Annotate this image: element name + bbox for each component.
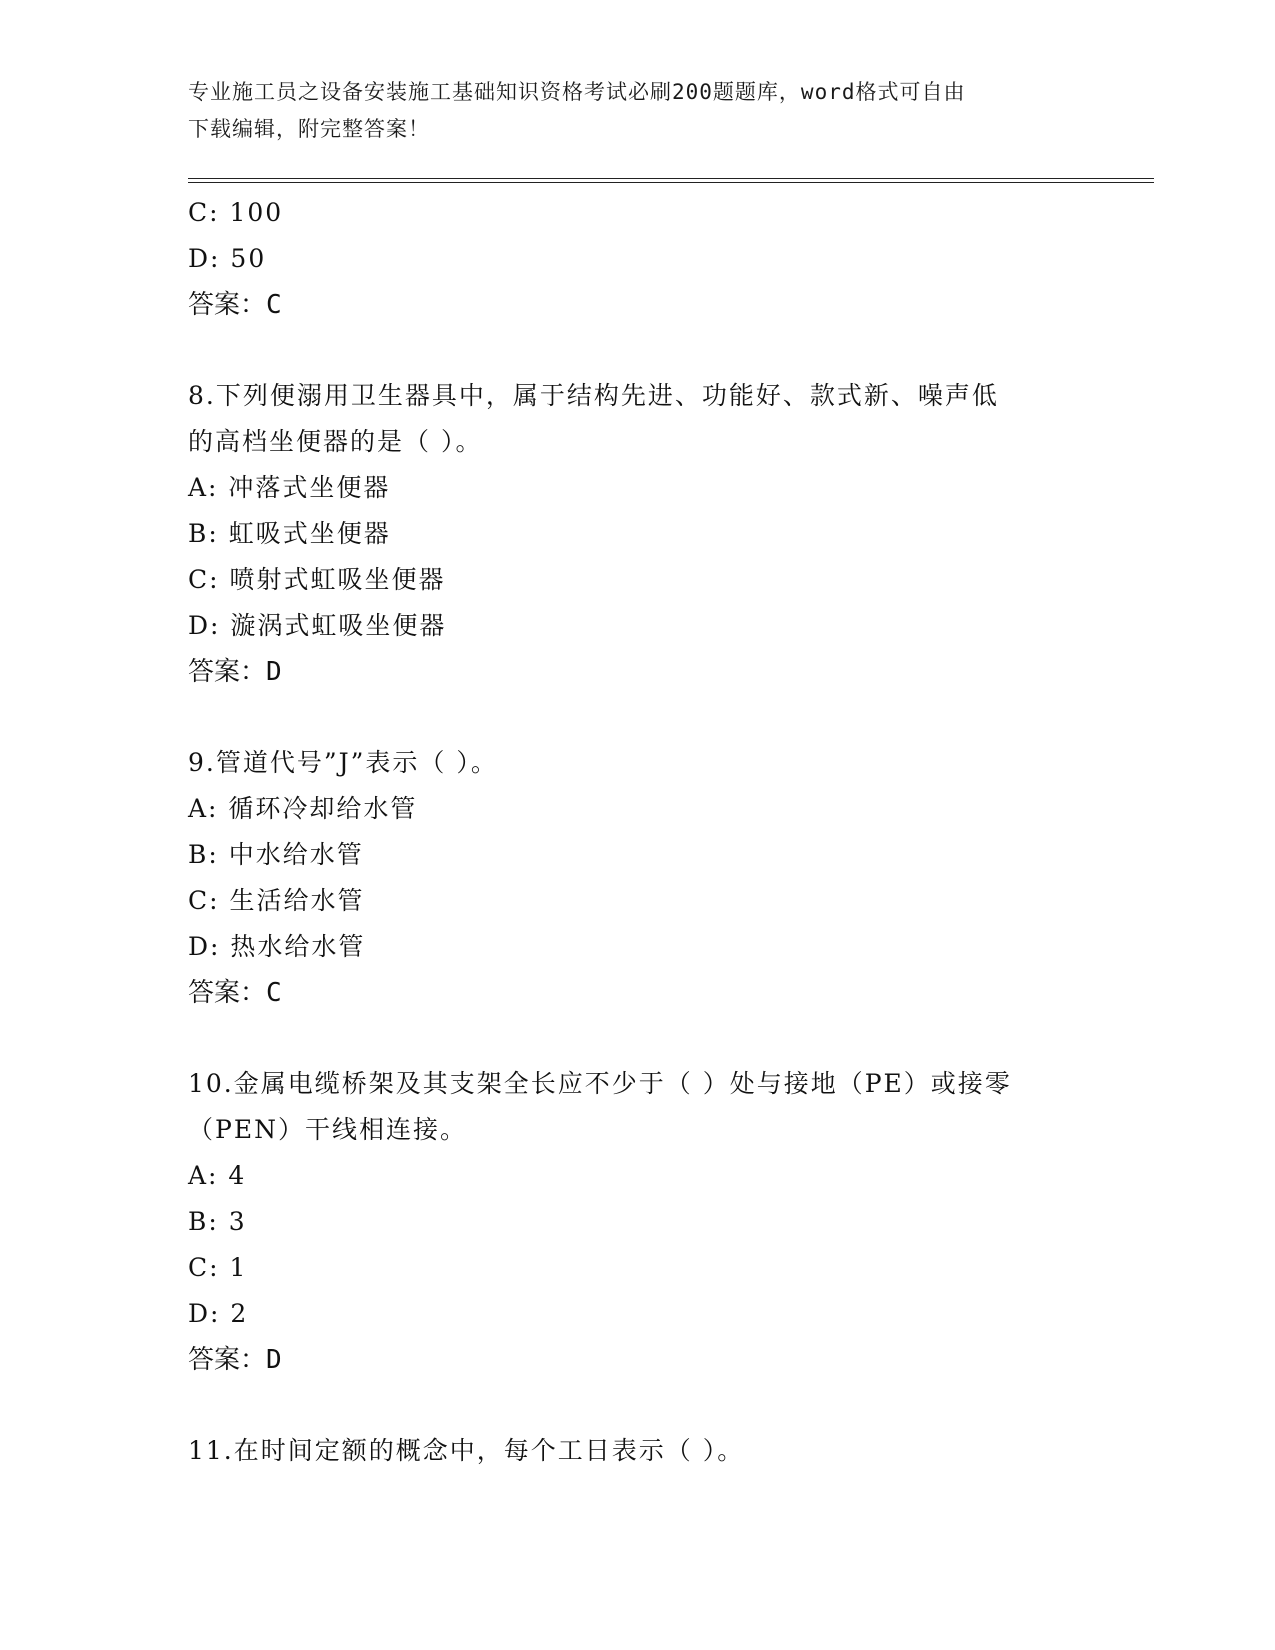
question-list xyxy=(188,190,1088,1474)
spacer xyxy=(188,328,1088,373)
option-b: B: 中水给水管 xyxy=(188,840,364,869)
answer: 答案：C xyxy=(188,978,282,1008)
option-d: D: 50 xyxy=(188,244,267,273)
header-line-1: 专业施工员之设备安装施工基础知识资格考试必刷200题题库，word格式可自由 xyxy=(188,80,966,104)
option-a: A: 4 xyxy=(188,1161,247,1190)
spacer xyxy=(188,1016,1088,1061)
question-10 xyxy=(188,1061,1088,1383)
option-a: A: 冲落式坐便器 xyxy=(188,473,391,502)
question-stem: 的高档坐便器的是（ ）。 xyxy=(188,427,483,456)
header-divider-top xyxy=(188,178,1154,179)
option-a: A: 循环冷却给水管 xyxy=(188,794,418,823)
option-d: D: 2 xyxy=(188,1299,249,1328)
option-c: C: 1 xyxy=(188,1253,248,1282)
question-7-tail xyxy=(188,190,1088,328)
question-stem: 10.金属电缆桥架及其支架全长应不少于（ ）处与接地（PE）或接零 xyxy=(188,1069,1012,1098)
option-d: D: 热水给水管 xyxy=(188,932,366,961)
question-stem: 11.在时间定额的概念中，每个工日表示（ ）。 xyxy=(188,1436,745,1465)
spacer xyxy=(188,695,1088,740)
question-stem: 9.管道代号”J”表示（ ）。 xyxy=(188,748,498,777)
answer: 答案：C xyxy=(188,290,282,320)
answer: 答案：D xyxy=(188,1345,282,1375)
question-8 xyxy=(188,373,1088,695)
option-c: C: 喷射式虹吸坐便器 xyxy=(188,565,446,594)
option-c: C: 生活给水管 xyxy=(188,886,365,915)
header-line-2: 下载编辑，附完整答案！ xyxy=(188,117,430,141)
option-b: B: 3 xyxy=(188,1207,247,1236)
question-stem: 8.下列便溺用卫生器具中，属于结构先进、功能好、款式新、噪声低 xyxy=(188,381,999,410)
answer: 答案：D xyxy=(188,657,282,687)
question-stem: （PEN）干线相连接。 xyxy=(188,1115,467,1144)
document-header xyxy=(188,74,1088,148)
spacer xyxy=(188,1383,1088,1428)
header-divider-bottom xyxy=(188,182,1154,183)
option-c: C: 100 xyxy=(188,198,284,227)
option-b: B: 虹吸式坐便器 xyxy=(188,519,391,548)
question-9 xyxy=(188,740,1088,1016)
option-d: D: 漩涡式虹吸坐便器 xyxy=(188,611,447,640)
question-11 xyxy=(188,1428,1088,1474)
